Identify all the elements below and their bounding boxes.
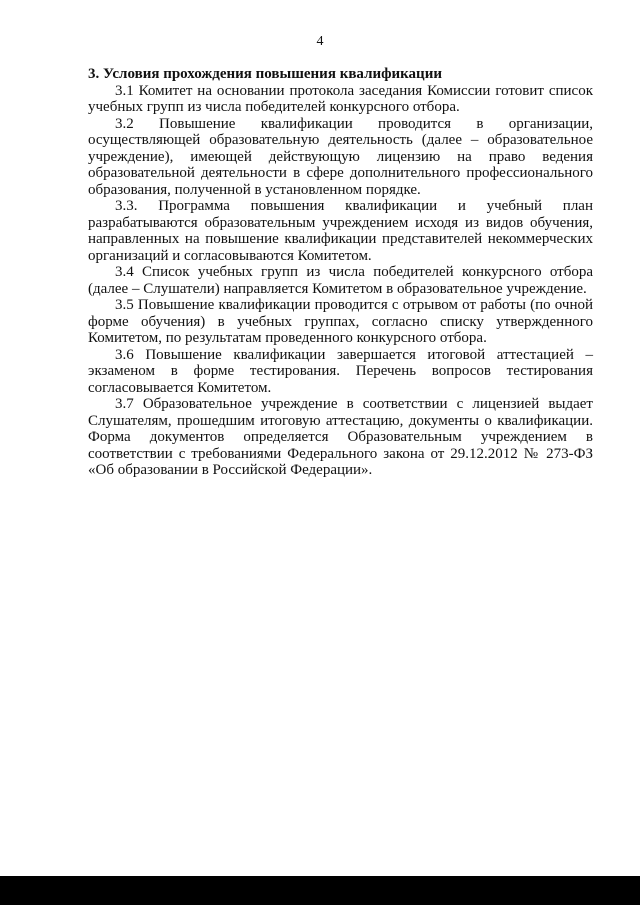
paragraph-3-4: 3.4 Список учебных групп из числа победителей конкурсного отбора (далее – Слушатели) направляется Комитетом в образовательное учреждение. (88, 264, 593, 297)
paragraph-3-3: 3.3. Программа повышения квалификации и учебный план разрабатываются образовательным учреждением исходя из видов обучения, направленных на повышение квалификации представителей некоммерческих организаций и согласовываются Комитетом. (88, 198, 593, 264)
page-number: 4 (316, 34, 324, 49)
paragraph-3-5: 3.5 Повышение квалификации проводится с отрывом от работы (по очной форме обучения) в учебных группах, согласно списку утвержденного Комитетом, по результатам проведенного конкурсного отбора. (88, 297, 593, 346)
paragraph-3-7: 3.7 Образовательное учреждение в соответствии с лицензией выдает Слушателям, прошедшим итоговую аттестацию, документы о квалификации. Форма документов определяется Образовательным учреждением в соответствии с требованиями Федерального закона от 29.12.2012 № 273-ФЗ «Об образовании в Российской Федерации». (88, 396, 593, 478)
scan-bottom-edge (0, 876, 640, 905)
section-heading: 3. Условия прохождения повышения квалификации (88, 66, 442, 82)
section-3 (88, 66, 593, 479)
paragraph-3-6: 3.6 Повышение квалификации завершается итоговой аттестацией – экзаменом в форме тестирования. Перечень вопросов тестирования согласовывается Комитетом. (88, 346, 593, 396)
paragraph-3-2: 3.2 Повышение квалификации проводится в организации, осуществляющей образовательную деятельность (далее – образовательное учреждение), имеющей действующую лицензию на право ведения образовательной деятельности в сфере дополнительного профессионального образования, полученной в установленном порядке. (88, 115, 593, 198)
paragraph-3-1: 3.1 Комитет на основании протокола заседания Комиссии готовит список учебных групп из числа победителей конкурсного отбора. (88, 82, 593, 115)
